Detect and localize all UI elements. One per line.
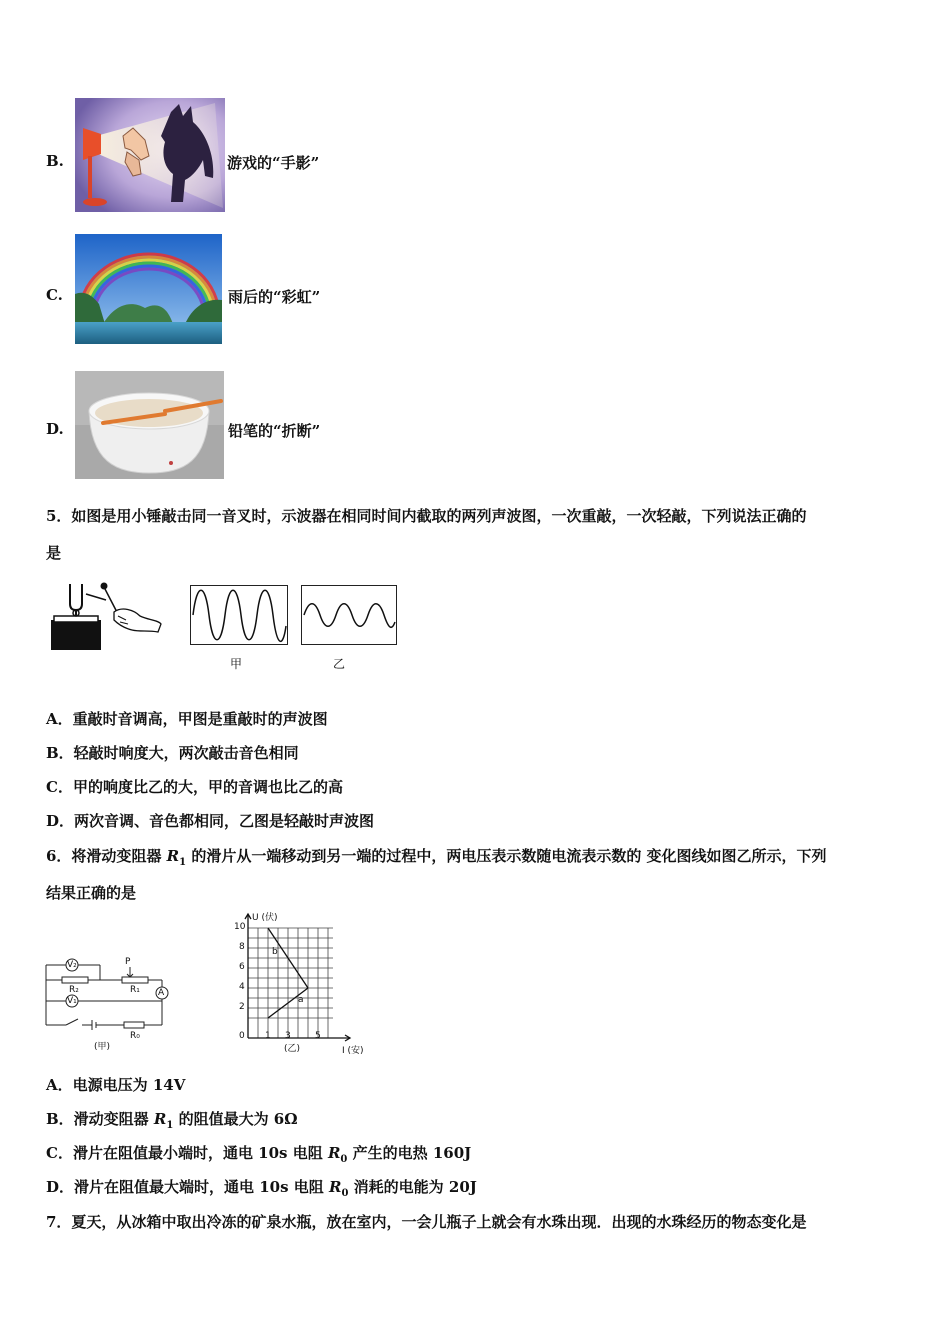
y-axis-label: U (伏) <box>252 913 278 923</box>
graph-caption: (乙) <box>284 1044 301 1054</box>
option-letter: C. <box>46 286 63 304</box>
line-a-label: a <box>298 995 304 1005</box>
option-text: 游戏的“手影” <box>227 154 320 172</box>
label-yi: 乙 <box>333 657 346 671</box>
option-a: A．电源电压为 14V <box>46 1076 186 1094</box>
x-tick: 3 <box>285 1031 291 1041</box>
circuit-diagram <box>42 955 172 1050</box>
x-axis-label: I (安) <box>342 1046 364 1056</box>
label-jia: 甲 <box>230 657 243 671</box>
option-d: D．两次音调、音色都相同，乙图是轻敲时声波图 <box>46 812 375 830</box>
option-d: D．滑片在阻值最大端时，通电 10s 电阻 $R_0$ 消耗的电能为 20J <box>46 1178 477 1199</box>
y-tick: 8 <box>239 942 245 952</box>
option-b: B．轻敲时响度大，两次敲击音色相同 <box>46 744 299 762</box>
question-stem: 5．如图是用小锤敲击同一音叉时，示波器在相同时间内截取的两列声波图，一次重敲，一次轻敲，下列说法正确的 <box>46 507 807 525</box>
waveform-jia <box>190 585 288 645</box>
v2-label: V₂ <box>67 960 77 970</box>
u-i-graph <box>228 910 378 1055</box>
question-stem: 6．将滑动变阻器 $R_1$ 的滑片从一端移动到另一端的过程中，两电压表示数随电流表示数的 变化图线如图乙所示，下列 <box>46 847 827 868</box>
ammeter-label: A <box>158 988 165 998</box>
pencil-bowl-image <box>75 371 224 479</box>
x-tick: 5 <box>315 1031 321 1041</box>
waveform-yi <box>301 585 397 645</box>
option-c: C．滑片在阻值最小端时，通电 10s 电阻 $R_0$ 产生的电热 160J <box>46 1144 472 1165</box>
y-tick: 2 <box>239 1002 245 1012</box>
option-b: B．滑动变阻器 $R_1$ 的阻值最大为 6Ω <box>46 1110 298 1131</box>
r0-label: R₀ <box>130 1031 140 1041</box>
y-tick: 6 <box>239 962 245 972</box>
circuit-caption: (甲) <box>94 1042 111 1052</box>
option-a: A．重敲时音调高，甲图是重敲时的声波图 <box>46 710 328 728</box>
option-text: 雨后的“彩虹” <box>228 288 321 306</box>
option-letter: B. <box>46 152 64 170</box>
v1-label: V₁ <box>67 996 77 1006</box>
hand-shadow-image <box>75 98 225 212</box>
option-text: 铅笔的“折断” <box>228 422 321 440</box>
option-letter: D. <box>46 420 64 438</box>
slider-p-label: P <box>125 957 131 967</box>
u-i-graph-svg <box>228 910 378 1055</box>
r1-label: R₁ <box>130 985 140 995</box>
rainbow-image <box>75 234 222 344</box>
question-stem-cont: 结果正确的是 <box>46 884 137 902</box>
line-b-label: b <box>272 947 278 957</box>
y-tick: 4 <box>239 982 245 992</box>
r2-label: R₂ <box>69 985 79 995</box>
tuning-fork-figure <box>48 580 163 652</box>
x-tick: 1 <box>265 1031 271 1041</box>
option-c: C．甲的响度比乙的大，甲的音调也比乙的高 <box>46 778 343 796</box>
y-tick: 10 <box>234 922 246 932</box>
question-7-stem: 7．夏天，从冰箱中取出冷冻的矿泉水瓶，放在室内，一会儿瓶子上就会有水珠出现．出现的水珠经历的物态变化是 <box>46 1213 807 1231</box>
question-stem-cont: 是 <box>46 544 62 562</box>
x-tick: 0 <box>239 1031 245 1041</box>
